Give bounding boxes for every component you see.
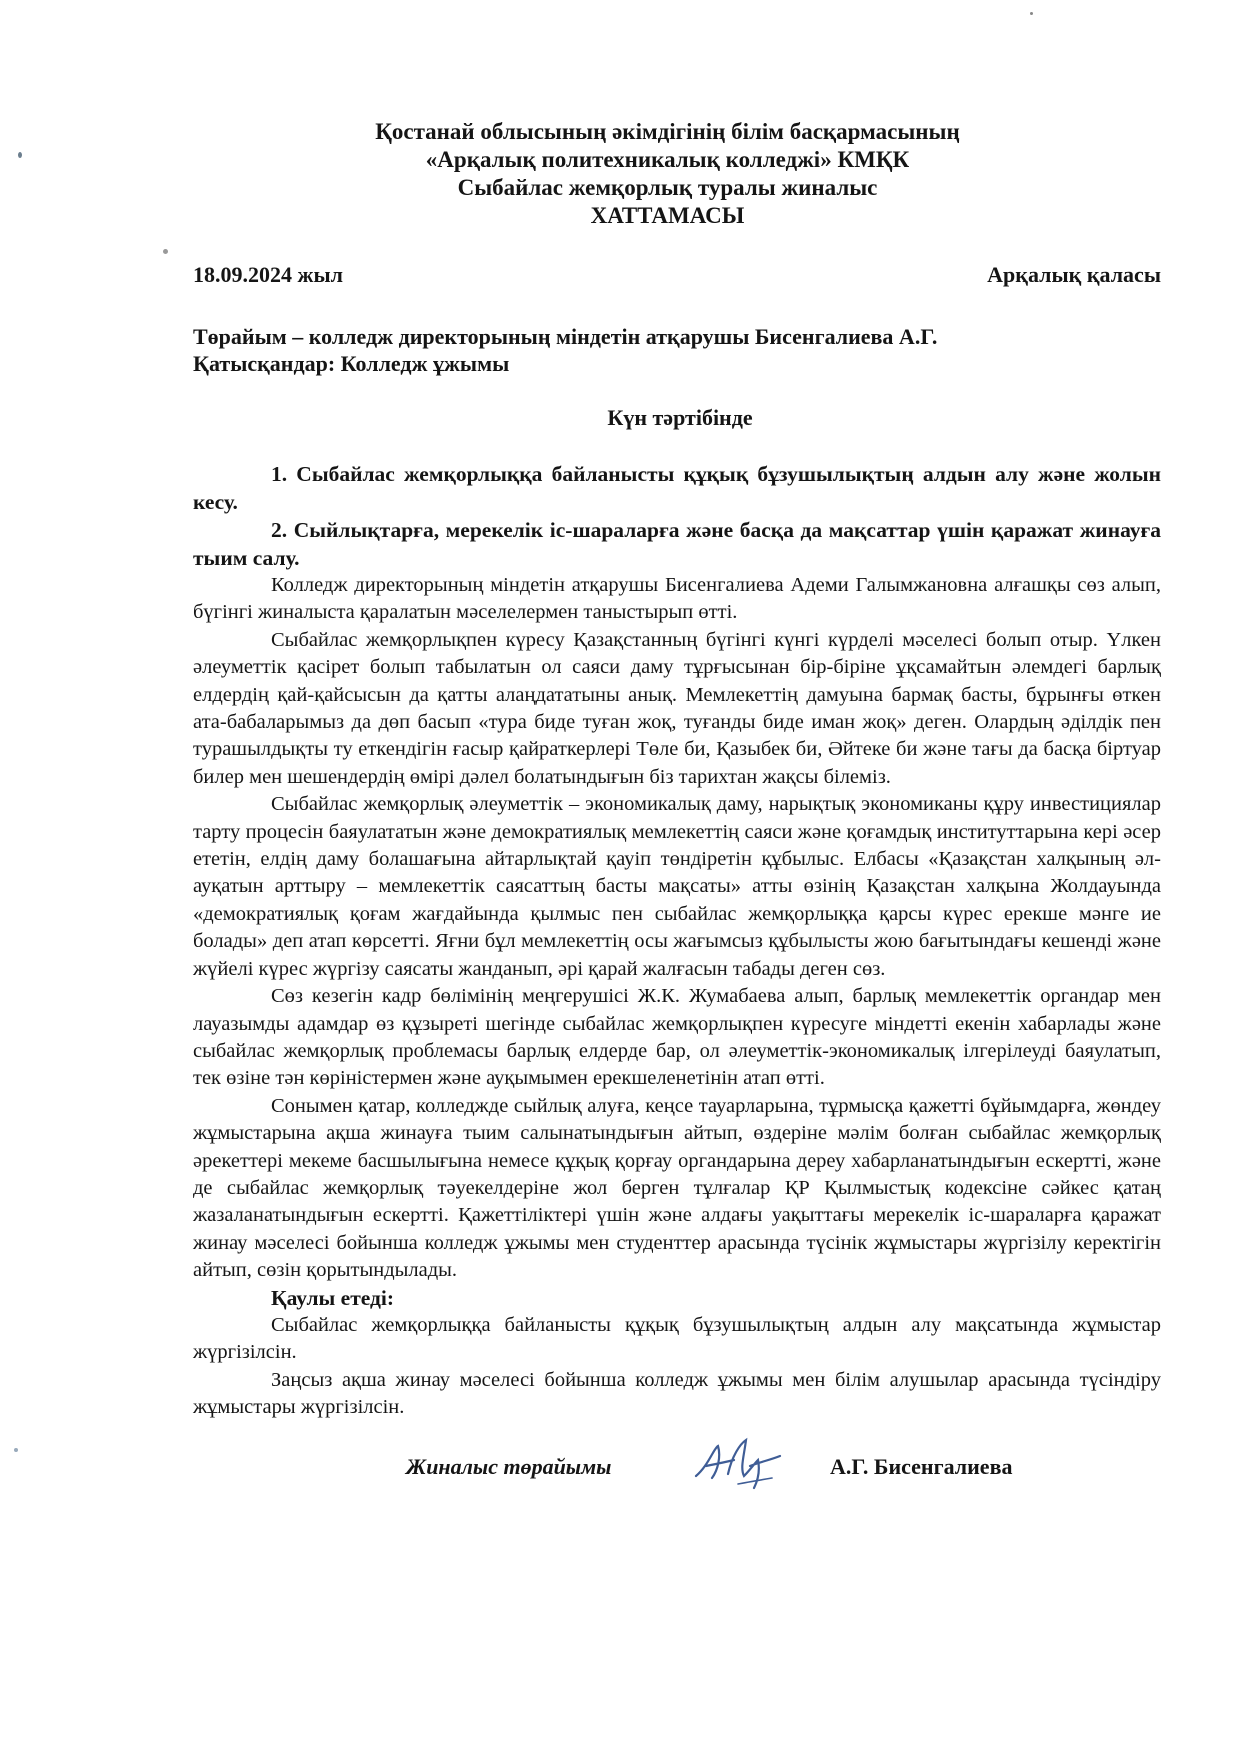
scan-speck bbox=[14, 1448, 18, 1452]
body-paragraph: Сыбайлас жемқорлықпен күресу Қазақстанның бүгінгі күнгі күрделі мәселесі болып отыр. Үлкен әлеуметтік қасірет болып табылатын ол саяси даму тұрғысынан бір-біріне ұқсамайтын әлемдегі барлық елдердің қай-қайсысын да қатты алаңдататыны анық. Мемлекеттің дамуына бармақ басты, бұрынғы өткен ата-бабаларымыз да дөп басып «тура биде туған жоқ, туғанды биде иман жоқ» деген. Олардың әділдік пен турашылдықты ту еткендігін ғасыр қайраткерлері Төле би, Қазыбек би, Әйтеке би және тағы да басқа біртуар билер мен шешендердің өмірі дәлел болатындығын біз тарихтан жақсы білеміз. bbox=[193, 628, 1161, 788]
body-paragraph: Колледж директорының міндетін атқарушы Бисенгалиева Адеми Галымжановна алғашқы сөз алып, бүгінгі жиналыста қаралатын мәселелермен таныстырып өтті. bbox=[193, 574, 1161, 624]
document-city: Арқалық қаласы bbox=[987, 262, 1161, 287]
signature-role: Жиналыс төрайымы bbox=[406, 1454, 612, 1479]
handwritten-signature-icon bbox=[688, 1426, 788, 1496]
decision-paragraph: Заңсыз ақша жинау мәселесі бойынша колледж ұжымы мен білім алушылар арасында түсіндіру жұмыстары жүргізілсін. bbox=[193, 1368, 1161, 1419]
agenda-item-1: 1. Сыбайлас жемқорлыққа байланысты құқық бұзушылықтың алдын алу және жолын кесу. bbox=[193, 462, 1161, 514]
decision-paragraph: Сыбайлас жемқорлыққа байланысты құқық бұзушылықтың алдын алу мақсатында жұмыстар жүргізілсін. bbox=[193, 1313, 1161, 1364]
agenda-item-2: 2. Сыйлықтарға, мерекелік іс-шараларға және басқа да мақсаттар үшін қаражат жинауға тыим салу. bbox=[193, 518, 1161, 570]
header-line-organization: Қостанай облысының әкімдігінің білім басқармасының bbox=[375, 119, 960, 144]
document-date: 18.09.2024 жыл bbox=[193, 262, 343, 287]
signature-name: А.Г. Бисенгалиева bbox=[830, 1454, 1013, 1479]
scan-speck bbox=[18, 152, 22, 158]
document-header bbox=[0, 118, 1240, 230]
document-body bbox=[193, 460, 1161, 1422]
header-line-meeting: Сыбайлас жемқорлық туралы жиналыс bbox=[457, 175, 878, 200]
agenda-title: Күн тәртібінде bbox=[607, 405, 753, 430]
decision-heading: Қаулы етеді: bbox=[271, 1285, 395, 1310]
header-line-protocol: ХАТТАМАСЫ bbox=[590, 203, 745, 228]
body-paragraph: Сыбайлас жемқорлық әлеуметтік – экономикалық даму, нарықтық экономиканы құру инвестициялар тарту процесін баяулататын және демократиялық мемлекеттің саяси және қоғамдық институттарына кері әсер ететін, елдің даму болашағына айтарлықтай қауіп төндіретін құбылыс. Елбасы «Қазақстан халқының әл-ауқатын арттыру – мемлекеттік саясаттың басты мақсаты» атты өзінің Қазақстан халқына Жолдауында «демократиялық қоғам жағдайында қылмыс пен сыбайлас жемқорлыққа қарсы күрес ерекше мәнге ие болады» деп атап көрсетті. Яғни бұл мемлекеттің осы жағымсыз құбылысты жою бағытындағы кешенді және жүйелі күрес жүргізу саясаты жанданып, әрі қарай жалғасын табады деген сөз. bbox=[193, 793, 1161, 980]
chair-line: Төрайым – колледж директорының міндетін атқарушы Бисенгалиева А.Г. bbox=[193, 324, 938, 349]
scan-speck bbox=[163, 249, 168, 254]
body-paragraph: Сонымен қатар, колледжде сыйлық алуға, кеңсе тауарларына, тұрмысқа қажетті бұйымдарға, жөндеу жұмыстарына ақша жинауға тыим салынатындығын айтып, өздеріне мәлім болған сыбайлас жемқорлық әрекеттері мекеме басшылығына немесе құқық қорғау органдарына дереу хабарланатындығын ескертті, және де сыбайлас жемқорлық тәуекелдеріне жол берген тұлғалар ҚР Қылмыстық кодексіне сәйкес қатаң жазаланатындығын ескертті. Қажеттіліктері үшін және алдағы уақыттағы мерекелік іс-шараларға қаражат жинау мәселесі бойынша колледж ұжымы мен студенттер арасында түсінік жұмыстары жүргізілу керектігін айтып, сөзін қорытындылады. bbox=[193, 1094, 1161, 1282]
scan-speck bbox=[1030, 12, 1033, 15]
header-line-college: «Арқалық политехникалық колледжі» КМҚК bbox=[425, 147, 910, 172]
participants-line: Қатысқандар: Колледж ұжымы bbox=[193, 351, 510, 376]
body-paragraph: Сөз кезегін кадр бөлімінің меңгерушісі Ж.К. Жумабаева алып, барлық мемлекеттік органдар мен лауазымды адамдар өз құзыреті шегінде сыбайлас жемқорлықпен күресуге міндетті екенін хабарлады және сыбайлас жемқорлық проблемасы барлық елдерде бар, ол әлеуметтік-экономикалық ілгерілеуді баяулатып, тек өзіне тән көріністермен және ауқымымен ерекшеленетінін атап өтті. bbox=[193, 985, 1161, 1090]
meeting-meta bbox=[193, 323, 1161, 377]
